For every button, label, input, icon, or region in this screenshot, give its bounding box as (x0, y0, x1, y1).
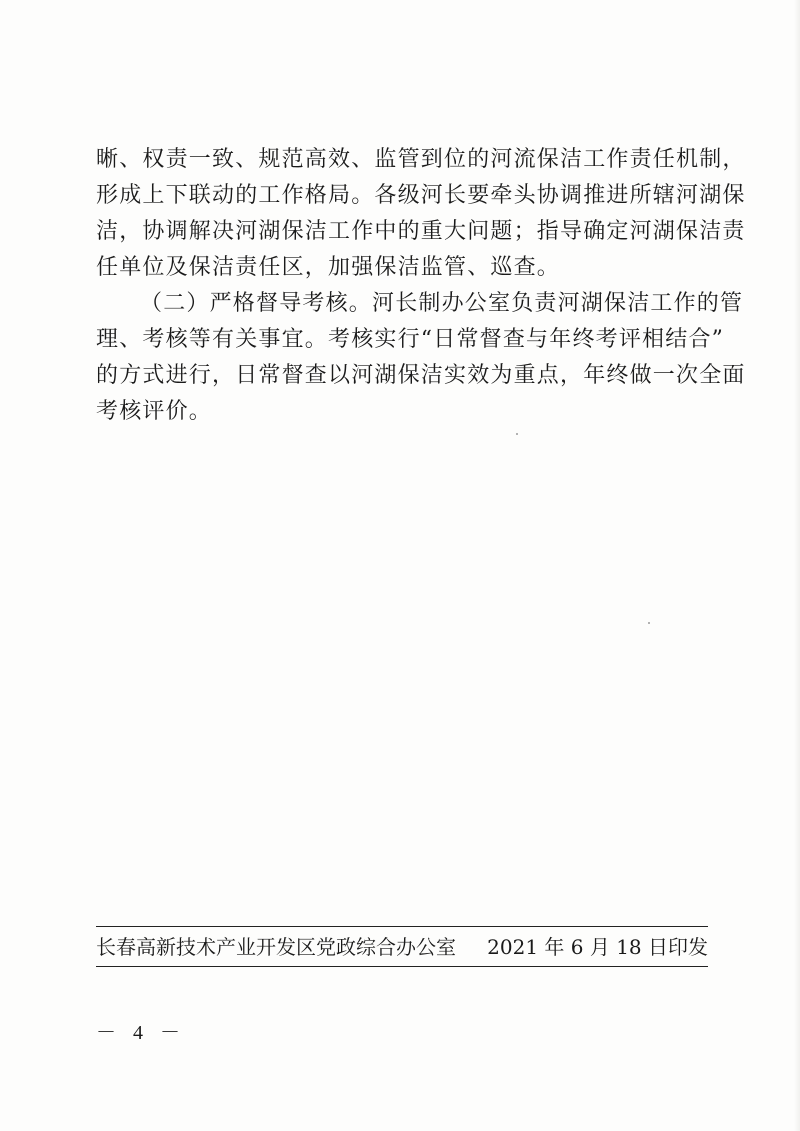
scan-speck (516, 433, 518, 435)
body-line: 理、考核等有关事宜。考核实行“日常督查与年终考评相结合” (96, 327, 725, 352)
imprint-top-rule (96, 926, 708, 927)
body-line: 的方式进行，日常督查以河湖保洁实效为重点，年终做一次全面 (96, 363, 746, 388)
body-line: 任单位及保洁责任区，加强保洁监管、巡查。 (96, 255, 561, 280)
page-number: － 4 － (96, 1022, 186, 1044)
print-date: 2021 年 6 月 18 日印发 (487, 935, 708, 959)
body-line: 晰、权责一致、规范高效、监管到位的河流保洁工作责任机制， (96, 147, 746, 172)
imprint-bottom-rule (96, 966, 708, 967)
document-body (96, 142, 746, 430)
body-line: 形成上下联动的工作格局。各级河长要牵头协调推进所辖河湖保 (96, 183, 746, 208)
scan-edge-shadow (794, 0, 800, 1131)
issuer-name: 长春高新技术产业开发区党政综合办公室 (96, 935, 456, 959)
body-line: 洁，协调解决河湖保洁工作中的重大问题；指导确定河湖保洁责 (96, 219, 746, 244)
scan-speck (648, 622, 650, 624)
body-line: （二）严格督导考核。河长制办公室负责河湖保洁工作的管 (140, 291, 744, 316)
body-line: 考核评价。 (96, 399, 213, 424)
imprint-line (96, 932, 708, 962)
